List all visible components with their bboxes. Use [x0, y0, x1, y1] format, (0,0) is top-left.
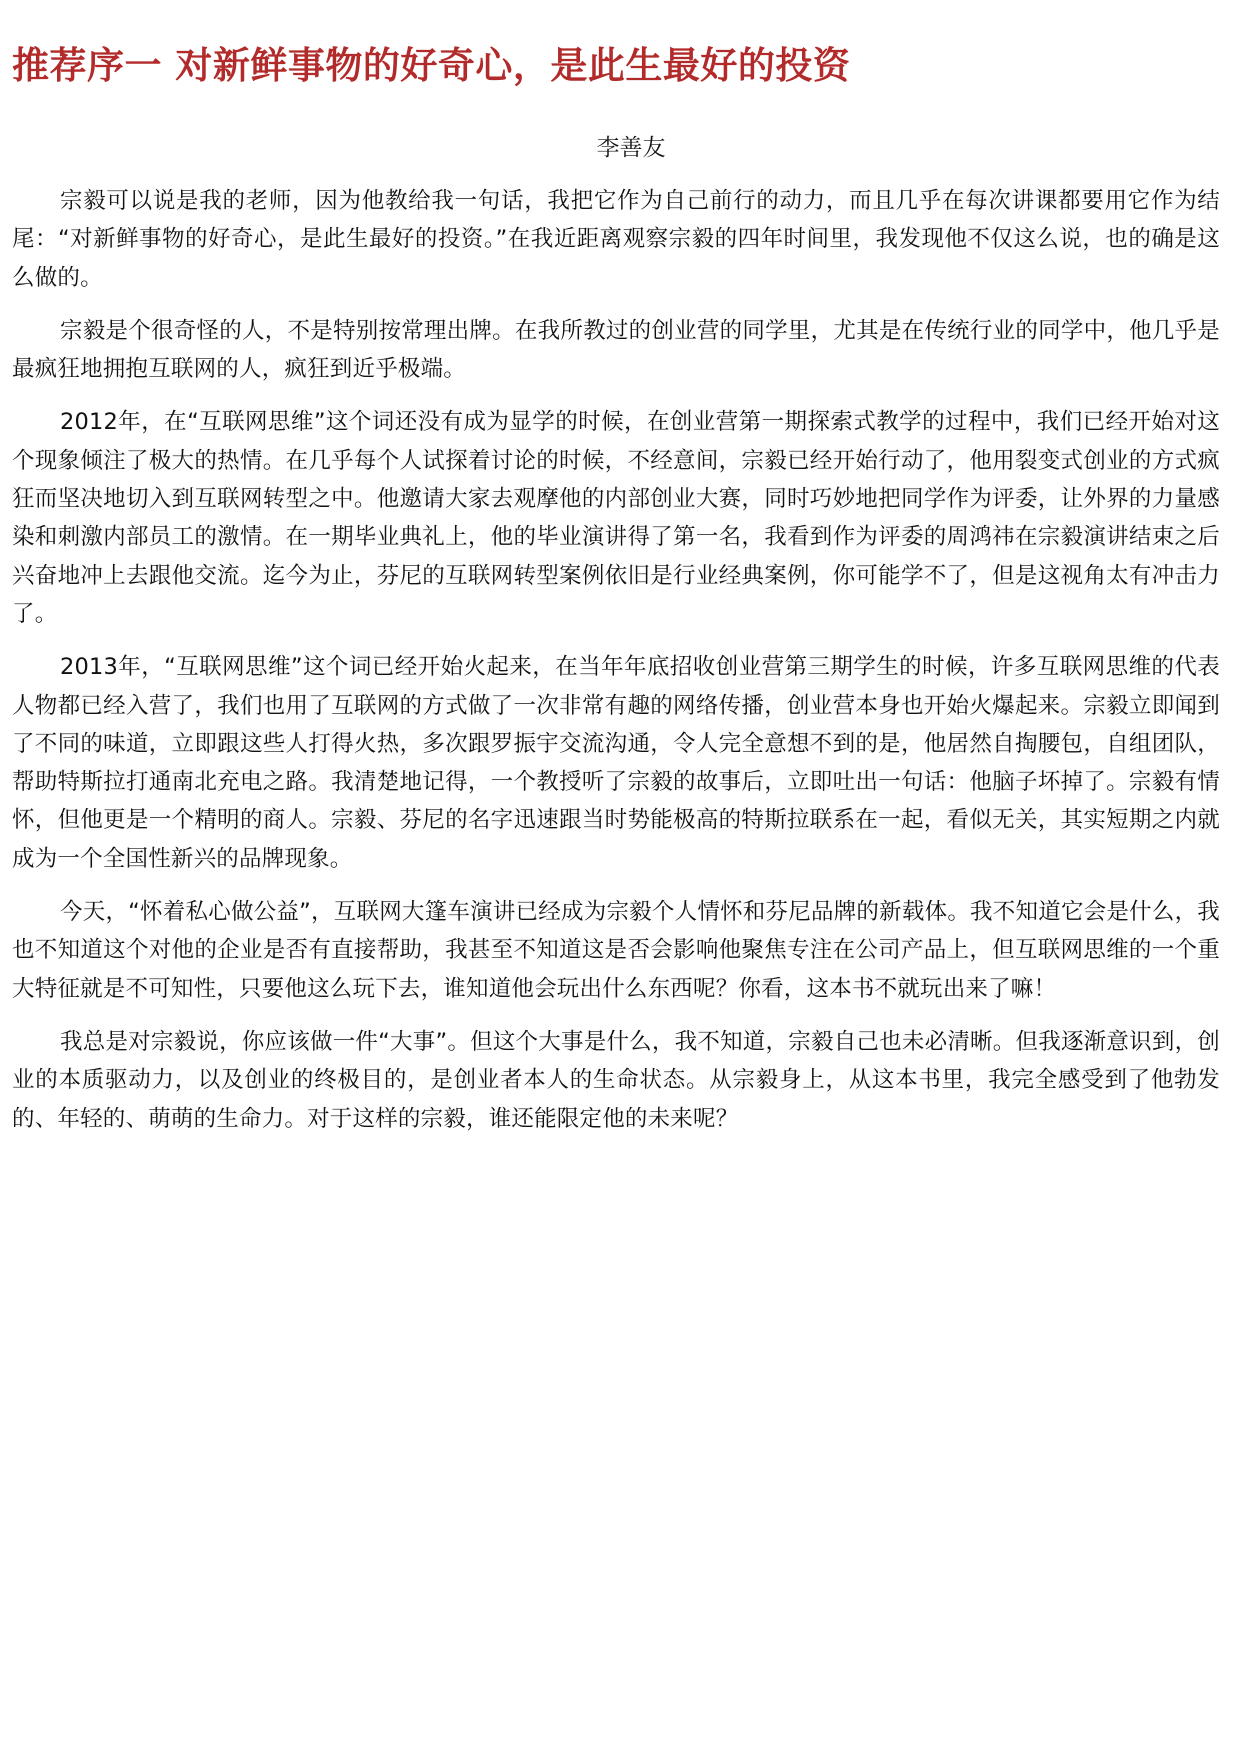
page-title: 推荐序一 对新鲜事物的好奇心，是此生最好的投资 — [12, 44, 851, 87]
body-text — [12, 182, 1220, 1138]
document-page — [12, 0, 1220, 1153]
paragraph-1: 宗毅可以说是我的老师，因为他教给我一句话，我把它作为自己前行的动力，而且几乎在每次讲课都要用它作为结尾：“对新鲜事物的好奇心，是此生最好的投资。”在我近距离观察宗毅的四年时间里，我发现他不仅这么说，也的确是这么做的。 — [12, 188, 1220, 291]
paragraph-4: 2013年，“互联网思维”这个词已经开始火起来，在当年年底招收创业营第三期学生的时候，许多互联网思维的代表人物都已经入营了，我们也用了互联网的方式做了一次非常有趣的网络传播，创业营本身也开始火爆起来。宗毅立即闻到了不同的味道，立即跟这些人打得火热，多次跟罗振宇交流沟通，令人完全意想不到的是，他居然自掏腰包，自组团队，帮助特斯拉打通南北充电之路。我清楚地记得，一个教授听了宗毅的故事后，立即吐出一句话：他脑子坏掉了。宗毅有情怀，但他更是一个精明的商人。宗毅、芬尼的名字迅速跟当时势能极高的特斯拉联系在一起，看似无关，其实短期之内就成为一个全国性新兴的品牌现象。 — [12, 654, 1220, 872]
paragraph-3: 2012年，在“互联网思维”这个词还没有成为显学的时候，在创业营第一期探索式教学的过程中，我们已经开始对这个现象倾注了极大的热情。在几乎每个人试探着讨论的时候，不经意间，宗毅已经开始行动了，他用裂变式创业的方式疯狂而坚决地切入到互联网转型之中。他邀请大家去观摩他的内部创业大赛，同时巧妙地把同学作为评委，让外界的力量感染和刺激内部员工的激情。在一期毕业典礼上，他的毕业演讲得了第一名，我看到作为评委的周鸿祎在宗毅演讲结束之后兴奋地冲上去跟他交流。迄今为止，芬尼的互联网转型案例依旧是行业经典案例，你可能学不了，但是这视角太有冲击力了。 — [12, 409, 1220, 627]
author-name: 李善友 — [596, 135, 666, 161]
paragraph-5: 今天，“怀着私心做公益”，互联网大篷车演讲已经成为宗毅个人情怀和芬尼品牌的新载体。我不知道它会是什么，我也不知道这个对他的企业是否有直接帮助，我甚至不知道这是否会影响他聚焦专注在公司产品上，但互联网思维的一个重大特征就是不可知性，只要他这么玩下去，谁知道他会玩出什么东西呢？你看，这本书不就玩出来了嘛！ — [12, 899, 1220, 1002]
paragraph-6: 我总是对宗毅说，你应该做一件“大事”。但这个大事是什么，我不知道，宗毅自己也未必清晰。但我逐渐意识到，创业的本质驱动力，以及创业的终极目的，是创业者本人的生命状态。从宗毅身上，从这本书里，我完全感受到了他勃发的、年轻的、萌萌的生命力。对于这样的宗毅，谁还能限定他的未来呢？ — [12, 1028, 1220, 1132]
paragraph-2: 宗毅是个很奇怪的人，不是特别按常理出牌。在我所教过的创业营的同学里，尤其是在传统行业的同学中，他几乎是最疯狂地拥抱互联网的人，疯狂到近乎极端。 — [12, 317, 1220, 383]
